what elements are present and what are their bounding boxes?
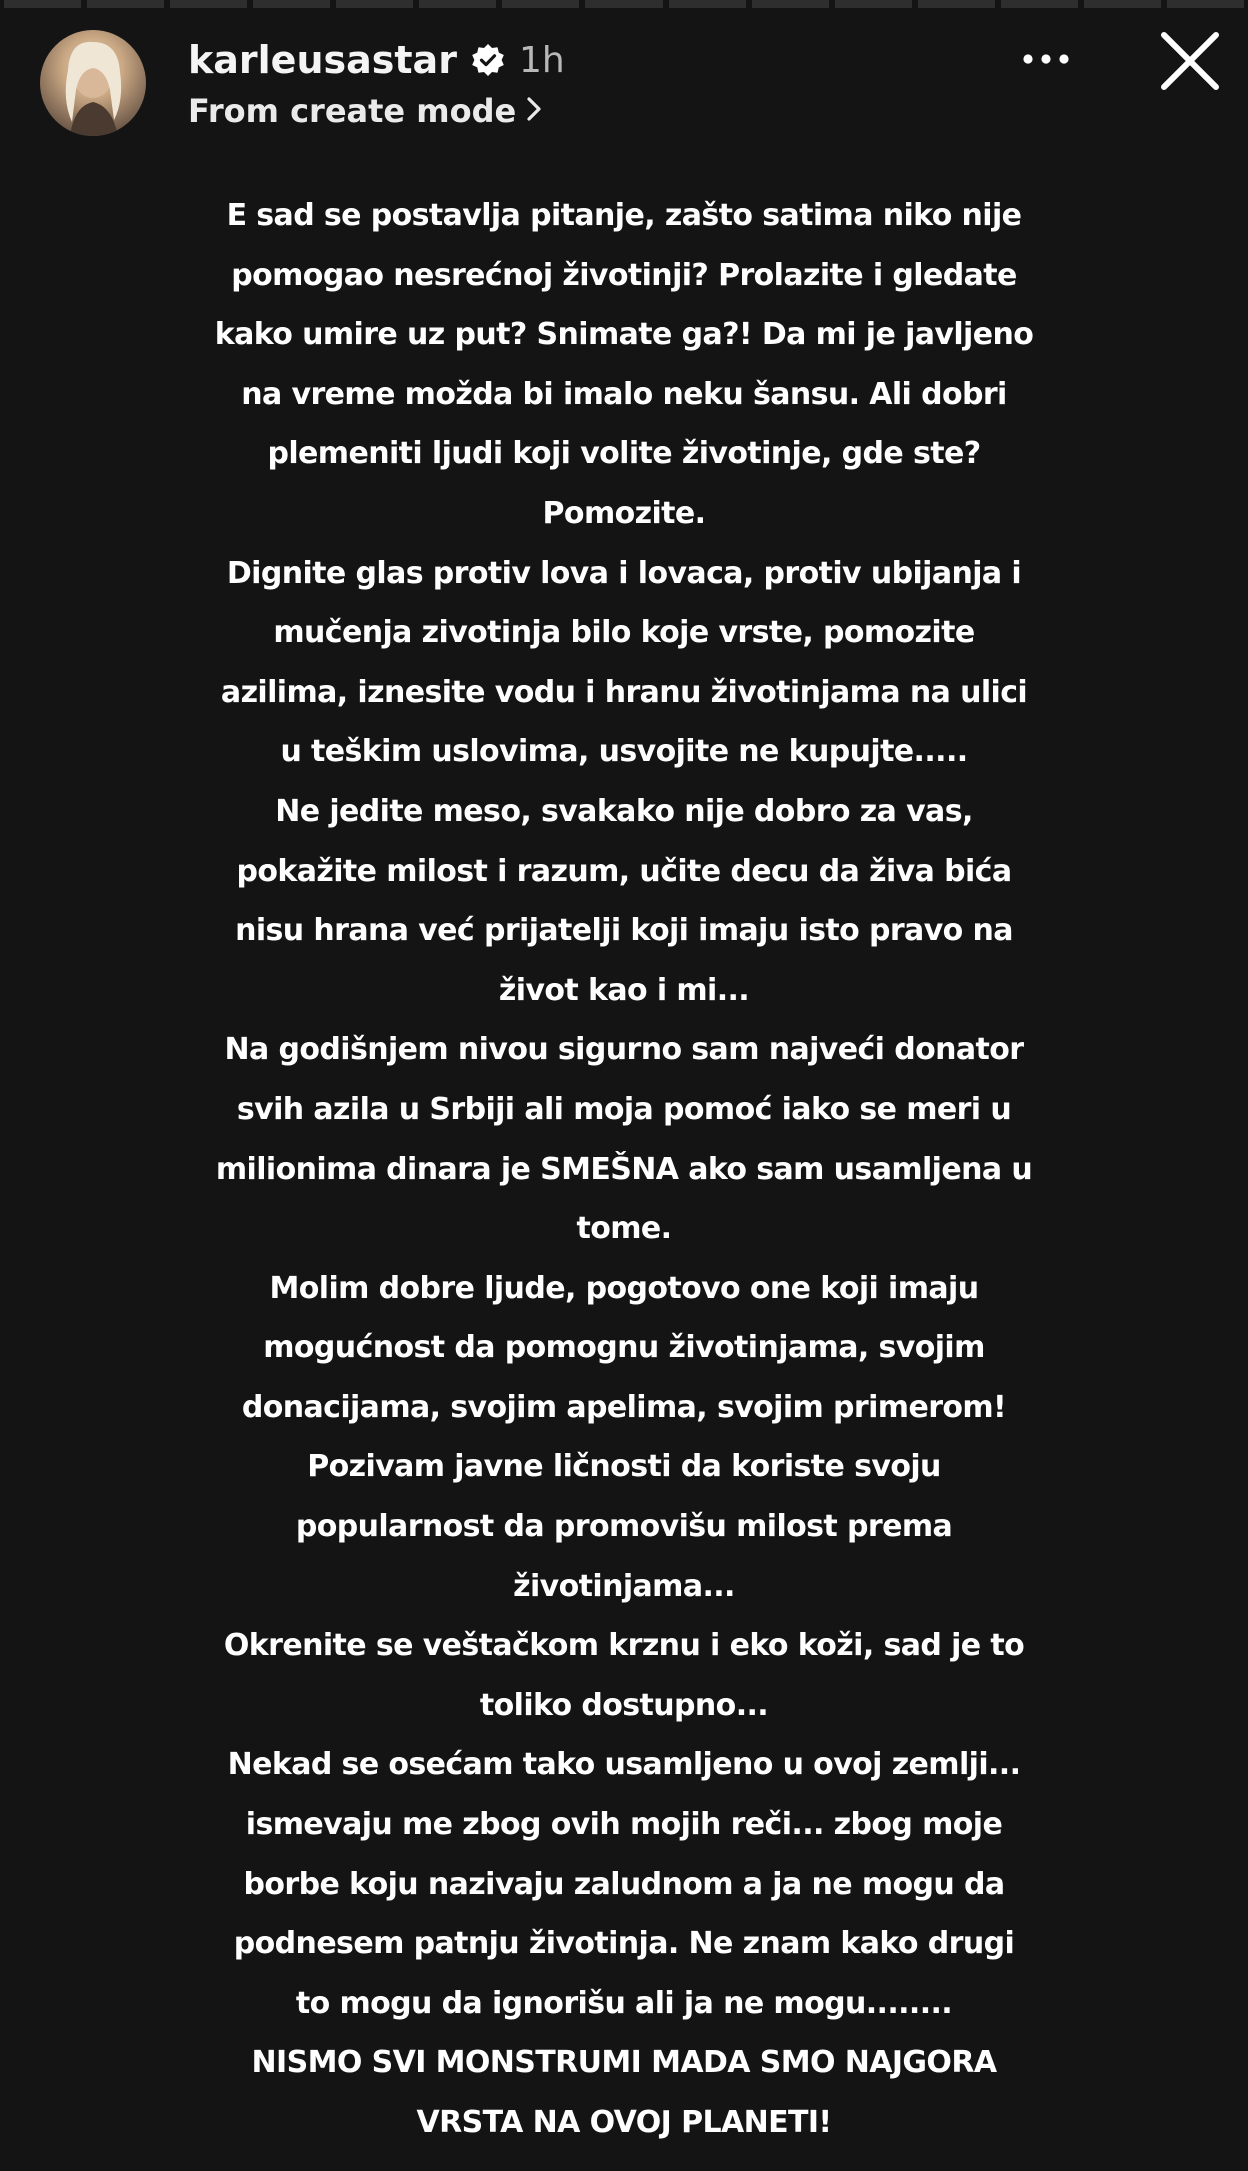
- progress-segment: [253, 0, 330, 8]
- story-text-line: azilima, iznesite vodu i hranu životinjama na ulici: [220, 674, 1028, 710]
- avatar[interactable]: [40, 30, 146, 136]
- story-text-line: NISMO SVI MONSTRUMI MADA SMO NAJGORA: [251, 2045, 997, 2081]
- story-text-line: milionima dinara je SMEŠNA ako sam usamljena u: [215, 1151, 1033, 1187]
- create-mode-link[interactable]: [188, 92, 542, 130]
- more-horizontal-icon: [1016, 44, 1076, 74]
- progress-segment: [585, 0, 662, 8]
- story-text-line: donacijama, svojim apelima, svojim primerom!: [241, 1389, 1007, 1425]
- story-text-line: Ne jedite meso, svakako nije dobro za vas,: [275, 793, 973, 829]
- story-text-line: podnesem patnju životinja. Ne znam kako drugi: [233, 1926, 1015, 1962]
- story-text-line: VRSTA NA OVOJ PLANETI!: [416, 2105, 832, 2140]
- story-text-line: životinjama...: [513, 1568, 735, 1604]
- progress-segment: [918, 0, 995, 8]
- story-text-line: E sad se postavlja pitanje, zašto satima niko nije: [226, 198, 1022, 233]
- progress-segment: [1001, 0, 1078, 8]
- progress-segment: [752, 0, 829, 8]
- close-button[interactable]: [1154, 25, 1226, 97]
- progress-segment: [170, 0, 247, 8]
- progress-segment: [419, 0, 496, 8]
- story-text-line: ismevaju me zbog ovih mojih reči... zbog moje: [245, 1807, 1003, 1843]
- avatar-image: [40, 30, 146, 136]
- progress-segment: [502, 0, 579, 8]
- more-options-button[interactable]: [1016, 44, 1076, 74]
- chevron-right-icon: [526, 92, 542, 130]
- story-text-line: Pomozite.: [542, 495, 706, 531]
- story-text-line: život kao i mi...: [498, 972, 750, 1008]
- progress-segment: [336, 0, 413, 8]
- story-text-line: pomogao nesrećnoj životinji? Prolazite i gledate: [231, 257, 1017, 293]
- story-text-line: to mogu da ignorišu ali ja ne mogu........: [295, 1985, 953, 2021]
- story-text-line: popularnost da promovišu milost prema: [295, 1509, 953, 1545]
- progress-segment: [1167, 0, 1244, 8]
- create-mode-label: From create mode: [188, 92, 517, 130]
- story-text-line: kako umire uz put? Snimate ga?! Da mi je javljeno: [214, 317, 1034, 353]
- story-text-line: Okrenite se veštačkom krznu i eko koži, sad je to: [223, 1628, 1025, 1664]
- story-text-line: Pozivam javne ličnosti da koriste svoju: [307, 1449, 941, 1485]
- story-text-line: u teškim uslovima, usvojite ne kupujte.....: [280, 734, 968, 770]
- story-text-line: plemeniti ljudi koji volite životinje, gde ste?: [267, 436, 981, 472]
- story-text-line: toliko dostupno...: [479, 1687, 769, 1723]
- username[interactable]: karleusastar: [188, 38, 457, 82]
- story-text-line: mučenja zivotinja bilo koje vrste, pomozite: [273, 615, 975, 651]
- story-text-line: Molim dobre ljude, pogotovo one koji imaju: [269, 1270, 979, 1306]
- story-text-line: na vreme možda bi imalo neku šansu. Ali dobri: [241, 376, 1007, 412]
- verified-badge-icon: [471, 43, 505, 77]
- story-text-line: Nekad se osećam tako usamljeno u ovoj zemlji...: [227, 1747, 1021, 1783]
- story-text-line: pokažite milost i razum, učite decu da živa bića: [236, 853, 1012, 889]
- story-text-line: Na godišnjem nivou sigurno sam najveći donator: [224, 1032, 1024, 1068]
- progress-segment: [669, 0, 746, 8]
- story-text-line: tome.: [576, 1211, 672, 1247]
- story-text-line: mogućnost da pomognu životinjama, svojim: [263, 1330, 985, 1366]
- story-text-line: svih azila u Srbiji ali moja pomoć iako se meri u: [236, 1091, 1012, 1127]
- story-text-line: Dignite glas protiv lova i lovaca, protiv ubijanja i: [226, 555, 1022, 591]
- progress-segment: [835, 0, 912, 8]
- story-progress-bar: [0, 0, 1248, 12]
- post-time: 1h: [518, 39, 565, 81]
- story-text-line: borbe koju nazivaju zaludnom a ja ne mogu da: [243, 1866, 1005, 1902]
- progress-segment: [87, 0, 164, 8]
- story-text: [18, 186, 1230, 2153]
- progress-segment: [4, 0, 81, 8]
- close-icon: [1154, 25, 1226, 97]
- progress-segment: [1084, 0, 1161, 8]
- story-text-line: nisu hrana već prijatelji koji imaju isto pravo na: [235, 913, 1013, 949]
